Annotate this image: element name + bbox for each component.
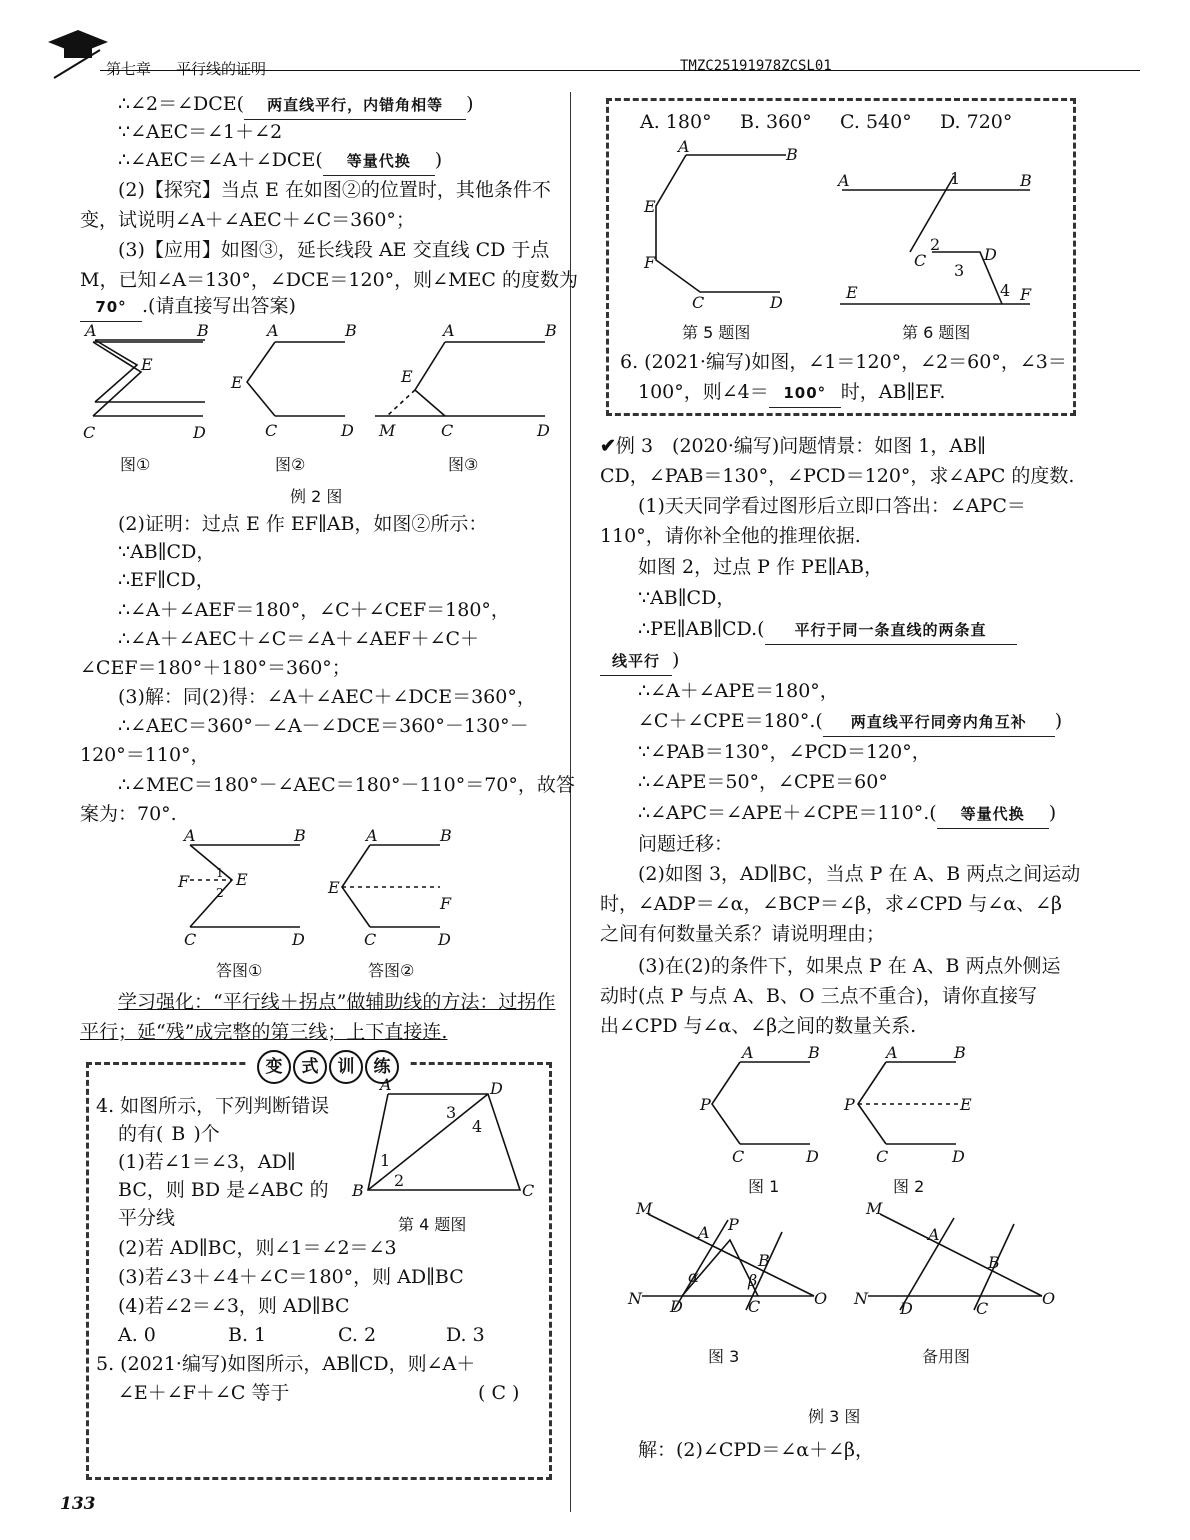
svg-text:B: B <box>345 321 357 340</box>
svg-text:C: C <box>184 930 197 949</box>
svg-text:A: A <box>742 1043 754 1062</box>
svg-text:M: M <box>636 1199 653 1218</box>
svg-text:E: E <box>328 878 340 897</box>
fig1-label: A <box>85 321 97 340</box>
svg-text:D: D <box>770 293 783 312</box>
q6-line: 100°，则∠4＝ 100° 时，AB∥EF. <box>638 378 945 408</box>
ex3-line: ∵AB∥CD， <box>638 587 736 609</box>
ex3-line: ∴∠APC＝∠APE＋∠CPE＝110°.( 等量代换 ) <box>638 799 1056 829</box>
ex3-fig-caption: 备用图 <box>922 1347 971 1366</box>
ex3-fig-caption: 图 3 <box>708 1347 740 1366</box>
q5-option: B. 360° <box>740 111 812 133</box>
ex3-line: 线平行 ) <box>600 646 679 676</box>
answer-fill: 等量代换 <box>937 800 1049 829</box>
q4-line: 4. 如图所示，下列判断错误 <box>96 1095 330 1117</box>
chapter-title: 平行线的证明 <box>176 60 267 78</box>
answer-fill: 等量代换 <box>323 147 435 176</box>
svg-text:A: A <box>184 826 196 845</box>
q5-line: 5. (2021·编写)如图所示，AB∥CD，则∠A＋ <box>96 1353 476 1375</box>
proof-line: ∴∠MEC＝180°－∠AEC＝180°－110°＝70°，故答 <box>118 774 575 796</box>
q6-caption: 第 6 题图 <box>902 323 971 342</box>
svg-text:B: B <box>352 1181 364 1200</box>
svg-text:A: A <box>267 321 279 340</box>
svg-text:α: α <box>688 1267 699 1286</box>
ex3-line: ✔例 3 (2020·编写)问题情景：如图 1，AB∥ <box>600 435 986 457</box>
q4-line: (4)若∠2＝∠3，则 AD∥BC <box>118 1295 350 1317</box>
svg-text:2: 2 <box>394 1171 405 1190</box>
ex3-line: 出∠CPD 与∠α、∠β之间的数量关系. <box>600 1015 917 1037</box>
answer-fill: 平行于同一条直线的两条直 <box>765 616 1017 645</box>
svg-text:D: D <box>670 1297 683 1316</box>
graduation-cap-icon <box>40 20 110 80</box>
svg-text:B: B <box>988 1253 1000 1272</box>
proof-line: 120°＝110°， <box>80 744 210 766</box>
example2-figures <box>75 320 565 470</box>
svg-text:A: A <box>928 1225 940 1244</box>
q5q6-figures <box>610 137 1070 320</box>
svg-text:D: D <box>438 930 451 949</box>
left-line-2: ∵∠AEC＝∠1＋∠2 <box>118 121 283 143</box>
svg-text:C: C <box>692 293 705 312</box>
proof-line: 案为：70°. <box>80 803 177 825</box>
ex3-fig-caption: 图 2 <box>893 1177 925 1196</box>
answer-caption: 答图① <box>216 961 263 980</box>
fig1-label: C <box>83 423 96 442</box>
q6-line: 6. (2021·编写)如图，∠1＝120°，∠2＝60°，∠3＝ <box>620 351 1067 373</box>
answer-fill: 两直线平行，内错角相等 <box>244 91 466 120</box>
ex3-line: ∵∠PAB＝130°，∠PCD＝120°， <box>638 741 931 763</box>
q5-line: ∠E＋∠F＋∠C 等于 <box>118 1382 290 1404</box>
answer-fill: 100° <box>769 379 841 408</box>
badge: 式 <box>293 1050 327 1084</box>
badge: 练 <box>365 1050 399 1084</box>
svg-text:C: C <box>265 421 278 440</box>
ex3-line: 时，∠ADP＝∠α，∠BCP＝∠β，求∠CPD 与∠α、∠β <box>600 893 1063 915</box>
q4-line: (2)若 AD∥BC，则∠1＝∠2＝∠3 <box>118 1237 397 1259</box>
left-line-4: (2)【探究】当点 E 在如图②的位置时，其他条件不 <box>118 179 551 201</box>
answer-figures <box>170 825 470 955</box>
fig1-path <box>95 340 137 402</box>
svg-text:O: O <box>814 1289 828 1308</box>
q4-option: D. 3 <box>446 1324 485 1346</box>
q4-line: 平分线 <box>118 1207 176 1229</box>
svg-text:B: B <box>1020 171 1032 190</box>
svg-text:E: E <box>960 1095 972 1114</box>
q5-option: C. 540° <box>840 111 912 133</box>
svg-text:D: D <box>806 1147 819 1166</box>
ex3-line: 如图 2，过点 P 作 PE∥AB， <box>638 556 884 578</box>
svg-text:E: E <box>231 373 243 392</box>
svg-text:3: 3 <box>446 1103 457 1122</box>
svg-text:N: N <box>854 1289 868 1308</box>
left-line-7: M，已知∠A＝130°，∠DCE＝120°，则∠MEC 的度数为 <box>80 269 579 291</box>
q4-option: C. 2 <box>338 1324 377 1346</box>
svg-text:O: O <box>1042 1289 1056 1308</box>
svg-text:A: A <box>443 321 455 340</box>
study-tip: 学习强化：“平行线＋拐点”做辅助线的方法：过拐作 <box>118 991 556 1013</box>
svg-text:1: 1 <box>216 866 224 880</box>
left-line-6: (3)【应用】如图③，延长线段 AE 交直线 CD 于点 <box>118 239 550 261</box>
svg-text:D: D <box>490 1079 503 1098</box>
left-line-5: 变，试说明∠A＋∠AEC＋∠C＝360°； <box>80 209 415 231</box>
proof-line: ∴∠AEC＝360°－∠A－∠DCE＝360°－130°－ <box>118 715 529 737</box>
q4-answer: B <box>171 1123 186 1145</box>
ex3-fig12 <box>690 1040 990 1170</box>
svg-text:P: P <box>728 1215 739 1234</box>
ex3-fig-caption: 图 1 <box>748 1177 780 1196</box>
svg-text:E: E <box>846 283 858 302</box>
ex3-line: ∴∠A＋∠APE＝180°， <box>638 680 839 702</box>
svg-text:D: D <box>952 1147 965 1166</box>
svg-text:F: F <box>1020 285 1032 304</box>
ex3-line: (2)如图 3，AD∥BC，当点 P 在 A、B 两点之间运动 <box>638 863 1081 885</box>
svg-text:M: M <box>379 421 396 440</box>
svg-text:2: 2 <box>216 886 224 900</box>
svg-text:N: N <box>628 1289 642 1308</box>
book-code: TMZC25191978ZCSL01 <box>680 58 832 74</box>
svg-text:C: C <box>914 251 927 270</box>
svg-text:P: P <box>844 1095 855 1114</box>
q5-caption: 第 5 题图 <box>682 323 751 342</box>
ex3-line: ∴∠APE＝50°，∠CPE＝60° <box>638 771 888 793</box>
svg-text:C: C <box>976 1299 989 1318</box>
fig1-label: E <box>141 355 153 374</box>
svg-text:D: D <box>341 421 354 440</box>
ex3-line: 问题迁移： <box>638 833 734 855</box>
answer-fill: 线平行 <box>600 647 672 676</box>
badge: 训 <box>329 1050 363 1084</box>
svg-text:A: A <box>366 826 378 845</box>
svg-text:A: A <box>886 1043 898 1062</box>
svg-text:F: F <box>440 894 452 913</box>
svg-text:A: A <box>380 1075 392 1094</box>
svg-text:C: C <box>441 421 454 440</box>
svg-text:4: 4 <box>1000 281 1011 300</box>
q4-option: A. 0 <box>118 1324 156 1346</box>
proof-line: (3)解：同(2)得：∠A＋∠AEC＋∠DCE＝360°， <box>118 686 536 708</box>
proof-line: ∴EF∥CD， <box>118 569 215 591</box>
ex3-line: 之间有何数量关系？请说明理由； <box>600 923 886 945</box>
q4-line: (1)若∠1＝∠3，AD∥ <box>118 1151 296 1173</box>
ex3-line: 110°，请你补全他的推理依据. <box>600 525 861 547</box>
proof-line: (2)证明：过点 E 作 EF∥AB，如图②所示： <box>118 513 488 535</box>
ex3-line: ∠C＋∠CPE＝180°.( 两直线平行同旁内角互补 ) <box>638 707 1062 737</box>
svg-text:M: M <box>866 1199 883 1218</box>
fig1-label: B <box>197 321 209 340</box>
solution-line: 解：(2)∠CPD＝∠α＋∠β， <box>638 1439 875 1461</box>
q4-figure <box>350 1075 550 1206</box>
svg-text:C: C <box>748 1297 761 1316</box>
answer-fill: 70° <box>80 293 142 322</box>
chapter-label: 第七章 <box>106 60 152 78</box>
svg-text:F: F <box>644 253 656 272</box>
svg-text:D: D <box>900 1299 913 1318</box>
svg-text:B: B <box>758 1251 770 1270</box>
left-line-3: ∴∠AEC＝∠A＋∠DCE( 等量代换 ) <box>118 146 442 176</box>
proof-line: ∵AB∥CD， <box>118 541 216 563</box>
svg-text:C: C <box>522 1181 535 1200</box>
left-line-1: ∴∠2＝∠DCE( 两直线平行，内错角相等 ) <box>118 90 474 120</box>
svg-text:D: D <box>537 421 550 440</box>
svg-text:P: P <box>700 1095 711 1114</box>
ex3-line: CD，∠PAB＝130°，∠PCD＝120°，求∠APC 的度数. <box>600 465 1075 487</box>
svg-text:B: B <box>545 321 557 340</box>
header <box>40 20 1150 80</box>
proof-line: ∴∠A＋∠AEC＋∠C＝∠A＋∠AEF＋∠C＋ <box>118 628 480 650</box>
page-number: 133 <box>60 1494 96 1514</box>
svg-text:4: 4 <box>472 1117 483 1136</box>
svg-text:1: 1 <box>380 1151 391 1170</box>
svg-text:C: C <box>364 930 377 949</box>
left-line-8: 70° .(请直接写出答案) <box>80 292 296 322</box>
fig-caption: 图③ <box>448 455 479 474</box>
svg-text:A: A <box>838 171 850 190</box>
ex3-line: (1)天天同学看过图形后立即口答出：∠APC＝ <box>638 495 1026 517</box>
q4-line: (3)若∠3＋∠4＋∠C＝180°，则 AD∥BC <box>118 1266 464 1288</box>
ex3-fig34 <box>618 1200 1058 1320</box>
svg-text:1: 1 <box>950 169 961 188</box>
study-tip: 平行；延“残”成完整的第三线；上下直接连. <box>80 1021 448 1043</box>
svg-text:B: B <box>294 826 306 845</box>
svg-text:E: E <box>644 197 656 216</box>
svg-text:3: 3 <box>954 261 965 280</box>
q4-option: B. 1 <box>228 1324 267 1346</box>
svg-text:A: A <box>698 1223 710 1242</box>
q4-line: BC，则 BD 是∠ABC 的 <box>118 1179 329 1201</box>
proof-line: ∠CEF＝180°＋180°＝360°； <box>80 657 351 679</box>
svg-text:E: E <box>236 870 248 889</box>
q5-answer: ( C ) <box>478 1382 520 1404</box>
svg-text:β: β <box>748 1271 758 1290</box>
svg-text:A: A <box>678 137 690 156</box>
svg-text:F: F <box>178 872 190 891</box>
checkmark-icon: ✔ <box>600 435 616 457</box>
svg-text:B: B <box>954 1043 966 1062</box>
svg-text:D: D <box>292 930 305 949</box>
fig-caption: 图① <box>120 455 151 474</box>
fig-caption: 图② <box>275 455 306 474</box>
ex3-caption: 例 3 图 <box>808 1407 861 1426</box>
svg-text:C: C <box>732 1147 745 1166</box>
example-caption: 例 2 图 <box>290 487 343 506</box>
svg-text:E: E <box>401 367 413 386</box>
svg-text:C: C <box>876 1147 889 1166</box>
fig1-label: D <box>193 423 206 442</box>
ex3-line: (3)在(2)的条件下，如果点 P 在 A、B 两点外侧运 <box>638 955 1061 977</box>
answer-fill: 两直线平行同旁内角互补 <box>823 708 1055 737</box>
badge: 变 <box>257 1050 291 1084</box>
q5-option: A. 180° <box>640 111 712 133</box>
svg-text:2: 2 <box>930 235 941 254</box>
svg-text:B: B <box>808 1043 820 1062</box>
q4-line: 的有( B )个 <box>118 1123 220 1145</box>
svg-text:B: B <box>786 145 798 164</box>
proof-line: ∴∠A＋∠AEF＝180°，∠C＋∠CEF＝180°， <box>118 599 510 621</box>
q5-option: D. 720° <box>940 111 1013 133</box>
svg-text:B: B <box>440 826 452 845</box>
svg-text:D: D <box>984 245 997 264</box>
ex3-line: ∴PE∥AB∥CD.( 平行于同一条直线的两条直 <box>638 615 1017 645</box>
q4-caption: 第 4 题图 <box>398 1215 467 1234</box>
answer-caption: 答图② <box>368 961 415 980</box>
ex3-line: 动时(点 P 与点 A、B、O 三点不重合)，请你直接写 <box>600 985 1038 1007</box>
column-divider <box>570 92 571 1512</box>
